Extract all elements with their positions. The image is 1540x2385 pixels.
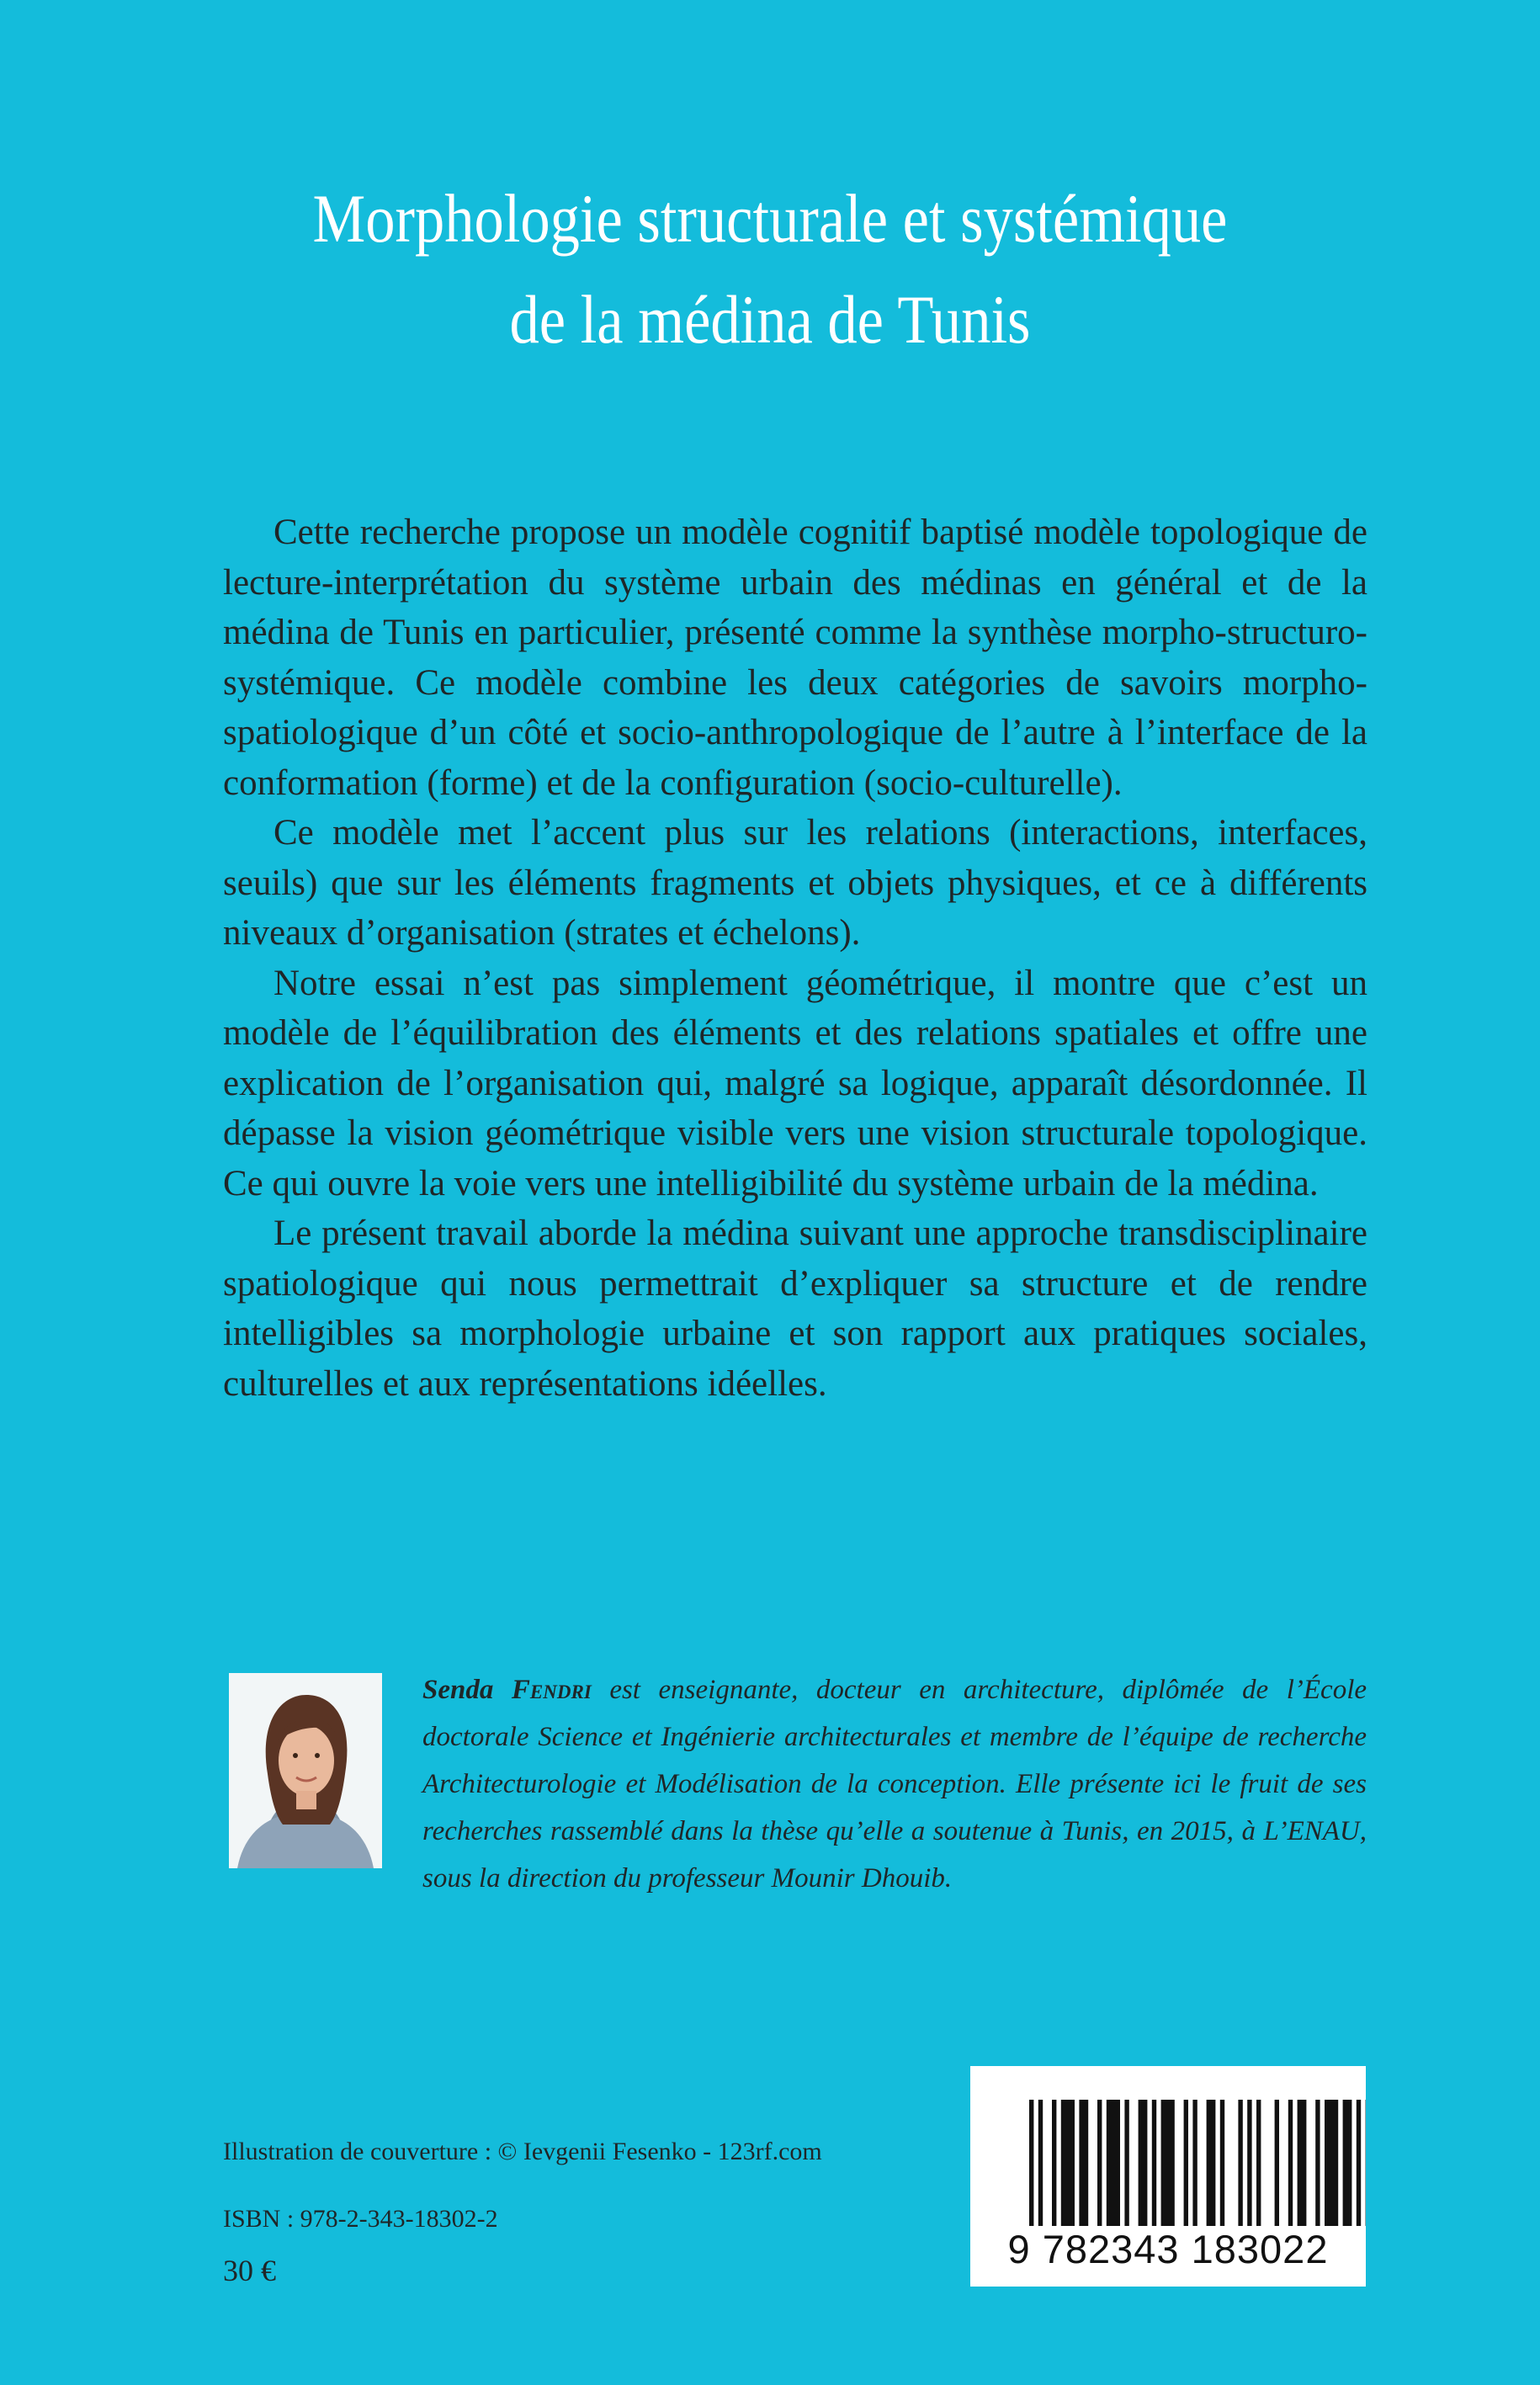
author-photo	[229, 1673, 382, 1868]
barcode-bar	[1238, 2100, 1242, 2226]
barcode	[970, 2066, 1366, 2287]
barcode-bar	[1097, 2100, 1102, 2226]
barcode-bar	[1256, 2100, 1261, 2226]
barcode-digits: 9 782343 183022	[1007, 2227, 1329, 2271]
barcode-bar	[1124, 2100, 1128, 2226]
barcode-bar	[1207, 2100, 1216, 2226]
author-portrait-icon	[229, 1673, 382, 1868]
barcode-bar	[1220, 2100, 1224, 2226]
author-name	[422, 1675, 592, 1705]
barcode-bar	[1343, 2100, 1352, 2226]
cover-credit: Illustration de couverture : © Ievgenii Fesenko - 123rf.com	[223, 2138, 822, 2165]
book-title	[108, 168, 1432, 370]
barcode-icon	[970, 2066, 1366, 2234]
barcode-bar	[1247, 2100, 1251, 2226]
barcode-bar	[1298, 2100, 1307, 2226]
barcode-bar	[1184, 2100, 1188, 2226]
barcode-bar	[1061, 2100, 1075, 2226]
barcode-bar	[1192, 2100, 1197, 2226]
summary-text	[223, 507, 1367, 1409]
summary-paragraph-4: Le présent travail aborde la médina suivant une approche transdisciplinaire spatiologique qui nous permettrait d’expliquer sa structure et de rendre intelligibles sa morphologie urbaine et son rapport aux pratiques sociales, culturelles et aux représentations idéelles.	[223, 1214, 1367, 1404]
author-bio	[422, 1666, 1367, 1902]
barcode-bar	[1275, 2100, 1279, 2226]
barcode-bar	[1315, 2100, 1320, 2226]
book-title-line-1: Morphologie structurale et systémique	[312, 180, 1228, 257]
author-last-name: Fendri	[511, 1675, 592, 1705]
book-title-line-2: de la médina de Tunis	[509, 281, 1031, 358]
summary-paragraph-3: Notre essai n’est pas simplement géométrique, il montre que c’est un modèle de l’équilibration des éléments et des relations spatiales et offre une explication de l’organisation qui, malgré sa logique, apparaît désordonnée. Il dépasse la vision géométrique visible vers une vision structurale topologique. Ce qui ouvre la voie vers une intelligibilité du système urbain de la médina.	[223, 963, 1367, 1203]
barcode-bar	[1107, 2100, 1120, 2226]
barcode-bar	[1038, 2100, 1043, 2226]
barcode-bar	[1079, 2100, 1088, 2226]
barcode-bar	[1357, 2100, 1361, 2226]
barcode-bar	[1029, 2100, 1033, 2226]
summary-paragraph-1: Cette recherche propose un modèle cognitif baptisé modèle topologique de lecture-interprétation du système urbain des médinas en général et de la médina de Tunis en particulier, présenté comme la synthèse morpho-structuro-systémique. Ce modèle combine les deux catégories de savoirs morpho-spatiologique d’un côté et socio-anthropologique de l’autre à l’interface de la conformation (forme) et de la configuration (socio-culturelle).	[223, 513, 1367, 803]
barcode-bar	[1288, 2100, 1293, 2226]
barcode-bar	[1325, 2100, 1338, 2226]
author-first-name: Senda	[422, 1675, 494, 1705]
isbn: ISBN : 978-2-343-18302-2	[223, 2205, 498, 2233]
author-bio-text: est enseignante, docteur en architecture, diplômée de l’École doctorale Science et Ingénierie architecturales et membre de l’équipe de recherche Architecturologie et Modélisation de la conception. Elle présente ici le fruit de ses recherches rassemblé dans la thèse qu’elle a soutenue à Tunis, en 2015, à L’ENAU, sous la direction du professeur Mounir Dhouib.	[422, 1675, 1367, 1894]
summary-paragraph-2: Ce modèle met l’accent plus sur les relations (interactions, interfaces, seuils) que sur les éléments fragments et objets physiques, et ce à différents niveaux d’organisation (strates et échelons).	[223, 813, 1367, 953]
barcode-bar	[1052, 2100, 1056, 2226]
price: 30 €	[223, 2254, 276, 2287]
barcode-bar	[1161, 2100, 1175, 2226]
barcode-bar	[1152, 2100, 1156, 2226]
barcode-bar	[1139, 2100, 1148, 2226]
